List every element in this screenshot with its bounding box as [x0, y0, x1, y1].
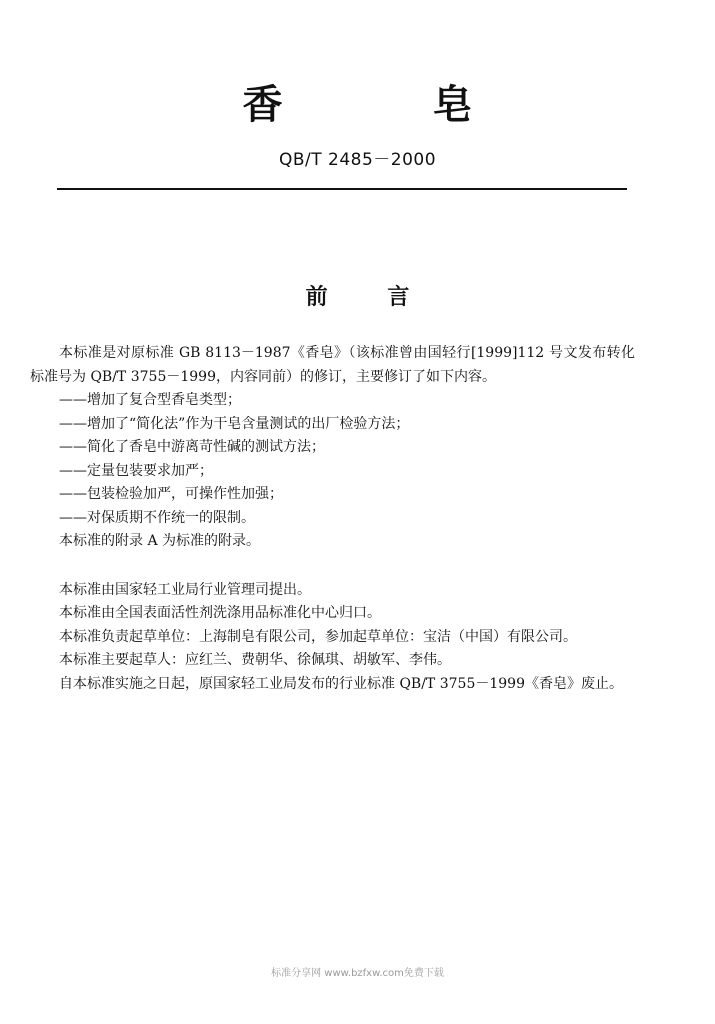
- drafters: 本标准主要起草人：应红兰、费朝华、徐佩琪、胡敏军、李伟。: [59, 652, 451, 668]
- supersede-note: 自本标准实施之日起，原国家轻工业局发布的行业标准 QB/T 3755－1999《香皂》废止。: [59, 675, 623, 692]
- managed-by: 本标准由全国表面活性剂洗涤用品标准化中心归口。: [59, 605, 381, 621]
- document-title: 香 皂: [242, 82, 541, 128]
- proposed-by: 本标准由国家轻工业局行业管理司提出。: [59, 581, 311, 598]
- foreword-heading: 前 言: [305, 285, 436, 310]
- revision-item: ——增加了复合型香皂类型；: [59, 392, 241, 408]
- intro-paragraph: 本标准是对原标准 GB 8113－1987《香皂》（该标准曾由国轻行[1999]112 号文发布转化标准号为 QB/T 3755－1999，内容同前）的修订，主要修订了如下内容。: [30, 345, 635, 385]
- revision-item: ——对保质期不作统一的限制。: [59, 509, 255, 526]
- revision-item: ——定量包装要求加严；: [59, 462, 213, 479]
- drafting-units: 本标准负责起草单位：上海制皂有限公司，参加起草单位：宝洁（中国）有限公司。: [59, 628, 577, 645]
- appendix-note: 本标准的附录 A 为标准的附录。: [59, 533, 261, 549]
- footer-watermark: 标准分享网 www.bzfxw.com免费下载: [271, 968, 444, 979]
- title-rule: [57, 188, 627, 190]
- revision-item: ——增加了“简化法”作为干皂含量测试的出厂检验方法；: [59, 415, 410, 432]
- standard-code: QB/T 2485－2000: [278, 150, 437, 170]
- revision-item: ——包装检验加严，可操作性加强；: [59, 486, 283, 502]
- revision-item: ——简化了香皂中游离苛性碱的测试方法；: [59, 439, 325, 455]
- paragraph-gap: [30, 554, 635, 579]
- foreword-body: [30, 342, 635, 696]
